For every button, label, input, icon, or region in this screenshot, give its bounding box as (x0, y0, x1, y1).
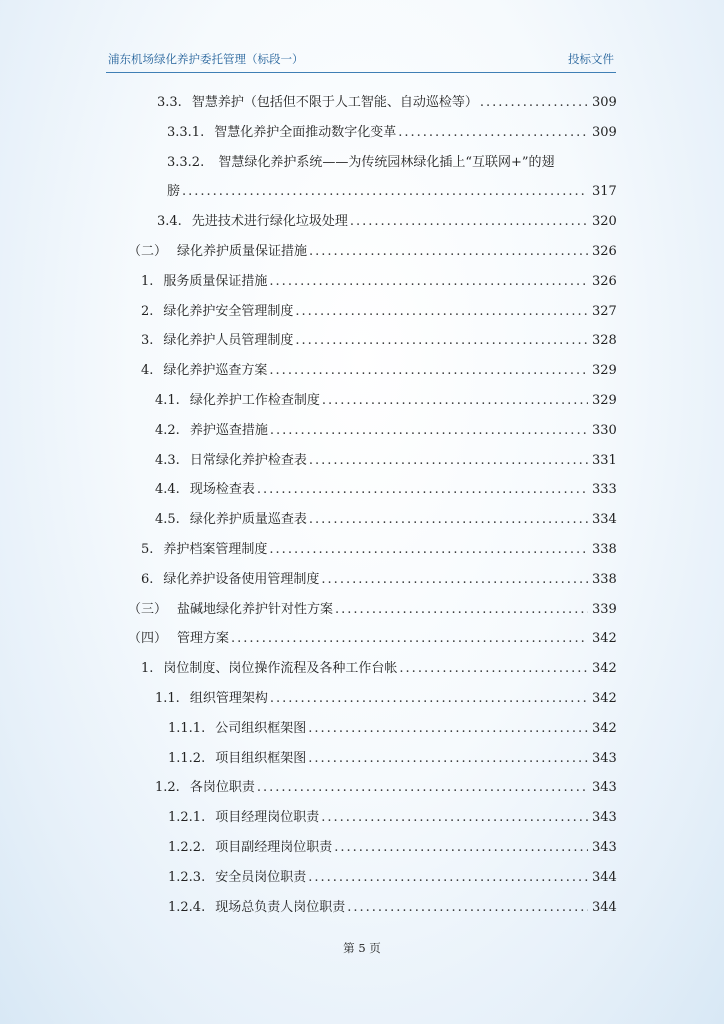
toc-title: 智慧绿化养护系统——为传统园林绿化插上“互联网+”的翅 (218, 155, 555, 170)
toc-title: 岗位制度、岗位操作流程及各种工作台帐 (163, 661, 398, 676)
toc-number: 3.4. (157, 214, 182, 229)
toc-page-number: 320 (592, 214, 617, 229)
toc-leader (309, 241, 588, 263)
toc-entry[interactable] (128, 599, 616, 621)
toc-entry[interactable] (141, 330, 616, 352)
header-doc-type: 投标文件 (568, 52, 614, 66)
toc-title: 盐碱地绿化养护针对性方案 (177, 602, 334, 617)
toc-title: 项目经理岗位职责 (215, 810, 320, 825)
toc-page-number: 342 (592, 661, 617, 676)
toc-entry[interactable] (155, 420, 616, 442)
toc-page-number: 328 (592, 333, 617, 348)
toc-title: 养护巡查措施 (189, 423, 268, 438)
header-title: 浦东机场绿化养护委托管理（标段一） (108, 52, 304, 66)
toc-entry[interactable] (168, 718, 616, 740)
toc-number: 1.2.1. (168, 810, 206, 825)
toc-number: 1.1.1. (168, 721, 206, 736)
toc-number: （二） (128, 244, 168, 259)
toc-number: 2. (141, 304, 154, 319)
toc-leader (231, 628, 588, 650)
toc-number: 4.1. (155, 393, 180, 408)
toc-title: 绿化养护工作检查制度 (189, 393, 320, 408)
toc-page-number: 326 (592, 244, 617, 259)
toc-title: 项目副经理岗位职责 (215, 840, 333, 855)
toc-entry[interactable] (168, 867, 616, 889)
toc-leader (321, 569, 588, 591)
toc-title: 绿化养护人员管理制度 (163, 333, 294, 348)
toc-title: 先进技术进行绿化垃圾处理 (191, 214, 348, 229)
toc-title: 绿化养护安全管理制度 (163, 304, 294, 319)
toc-entry[interactable] (155, 509, 616, 531)
toc-leader (309, 509, 588, 531)
toc-entry[interactable] (141, 301, 616, 323)
toc-page-number: 344 (592, 900, 617, 915)
toc-number: 4.4. (155, 482, 180, 497)
toc-title: 养护档案管理制度 (163, 542, 268, 557)
toc-title: 绿化养护巡查方案 (163, 363, 268, 378)
toc-entry[interactable] (168, 748, 616, 770)
toc-number: 3.3. (157, 95, 182, 110)
toc-title: 组织管理架构 (189, 691, 268, 706)
toc-leader (398, 122, 588, 144)
toc-leader (270, 688, 588, 710)
toc-number: 1. (141, 661, 154, 676)
toc-title: 智慧化养护全面推动数字化变革 (214, 125, 397, 140)
toc-number: 5. (141, 542, 154, 557)
toc-leader (269, 539, 588, 561)
toc-page-number: 338 (592, 542, 617, 557)
toc-title: 各岗位职责 (189, 780, 255, 795)
toc-title: 绿化养护质量巡查表 (189, 512, 307, 527)
toc-entry-wrapped[interactable] (167, 152, 555, 174)
toc-leader (269, 271, 588, 293)
toc-page-number: 342 (592, 721, 617, 736)
toc-entry[interactable] (141, 569, 616, 591)
toc-title: 公司组织框架图 (215, 721, 307, 736)
toc-number: （四） (128, 631, 168, 646)
toc-page-number: 331 (592, 453, 617, 468)
toc-entry[interactable] (167, 122, 616, 144)
toc-number: 4.2. (155, 423, 180, 438)
toc-leader (269, 360, 588, 382)
toc-number: 4. (141, 363, 154, 378)
toc-page-number: 334 (592, 512, 617, 527)
toc-number: 6. (141, 572, 154, 587)
toc-number: 1.2.3. (168, 870, 206, 885)
toc-number: 1. (141, 274, 154, 289)
toc-entry[interactable] (155, 479, 616, 501)
toc-title-continuation: 膀 (167, 184, 181, 199)
toc-title: 现场检查表 (189, 482, 255, 497)
toc-leader (335, 599, 588, 621)
toc-entry[interactable] (157, 92, 616, 114)
toc-page-number: 339 (592, 602, 617, 617)
toc-entry[interactable] (157, 211, 616, 233)
toc-title: 服务质量保证措施 (163, 274, 268, 289)
toc-number: （三） (128, 602, 168, 617)
toc-entry[interactable] (155, 688, 616, 710)
toc-leader (308, 748, 588, 770)
toc-page-number: 333 (592, 482, 617, 497)
toc-title: 绿化养护质量保证措施 (177, 244, 308, 259)
toc-page-number: 309 (592, 125, 617, 140)
toc-page-number: 343 (592, 780, 617, 795)
toc-entry[interactable] (141, 360, 616, 382)
toc-entry[interactable] (155, 390, 616, 412)
toc-page-number: 343 (592, 810, 617, 825)
toc-leader (334, 837, 588, 859)
toc-leader (350, 211, 588, 233)
toc-leader (322, 390, 588, 412)
toc-title: 安全员岗位职责 (215, 870, 307, 885)
toc-entry[interactable] (141, 658, 616, 680)
toc-title: 项目组织框架图 (215, 751, 307, 766)
toc-leader (295, 330, 588, 352)
toc-number: 3.3.2. (167, 155, 205, 170)
toc-entry[interactable] (168, 807, 616, 829)
toc-page-number: 329 (592, 393, 617, 408)
toc-title: 绿化养护设备使用管理制度 (163, 572, 320, 587)
toc-entry[interactable] (141, 271, 616, 293)
toc-number: 1.2.2. (168, 840, 206, 855)
toc-page-number: 343 (592, 751, 617, 766)
toc-page-number: 317 (592, 184, 617, 199)
toc-number: 3.3.1. (167, 125, 205, 140)
toc-page-number: 342 (592, 691, 617, 706)
toc-number: 4.5. (155, 512, 180, 527)
toc-title: 日常绿化养护检查表 (189, 453, 307, 468)
toc-entry[interactable] (155, 777, 616, 799)
toc-number: 1.2. (155, 780, 180, 795)
toc-leader (308, 718, 588, 740)
toc-title: 智慧养护（包括但不限于人工智能、自动巡检等） (191, 95, 478, 110)
toc-entry[interactable] (168, 837, 616, 859)
toc-page-number: 329 (592, 363, 617, 378)
toc-leader (399, 658, 588, 680)
toc-leader (309, 450, 588, 472)
toc-number: 4.3. (155, 453, 180, 468)
toc-entry[interactable] (141, 539, 616, 561)
toc-number: 1.1. (155, 691, 180, 706)
page-footer: 第 5 页 (343, 941, 381, 955)
toc-entry-continuation[interactable] (167, 181, 616, 203)
toc-entry[interactable] (128, 628, 616, 650)
toc-page-number: 338 (592, 572, 617, 587)
toc-leader (347, 897, 588, 919)
toc-entry[interactable] (155, 450, 616, 472)
toc-page-number: 326 (592, 274, 617, 289)
toc-page-number: 330 (592, 423, 617, 438)
toc-number: 3. (141, 333, 154, 348)
toc-page-number: 344 (592, 870, 617, 885)
toc-page-number: 343 (592, 840, 617, 855)
toc-leader (257, 777, 588, 799)
toc-page-number: 309 (592, 95, 617, 110)
toc-leader (308, 867, 588, 889)
toc-title: 管理方案 (177, 631, 230, 646)
toc-page-number: 342 (592, 631, 617, 646)
toc-leader (270, 420, 588, 442)
toc-leader (480, 92, 588, 114)
toc-page-number: 327 (592, 304, 617, 319)
toc-leader (257, 479, 588, 501)
toc-number: 1.1.2. (168, 751, 206, 766)
toc-entry[interactable] (168, 897, 616, 919)
toc-number: 1.2.4. (168, 900, 206, 915)
page-header (106, 48, 616, 73)
toc-leader (321, 807, 588, 829)
toc-leader (182, 181, 588, 203)
toc-entry[interactable] (128, 241, 616, 263)
toc-leader (295, 301, 588, 323)
toc-title: 现场总负责人岗位职责 (215, 900, 346, 915)
